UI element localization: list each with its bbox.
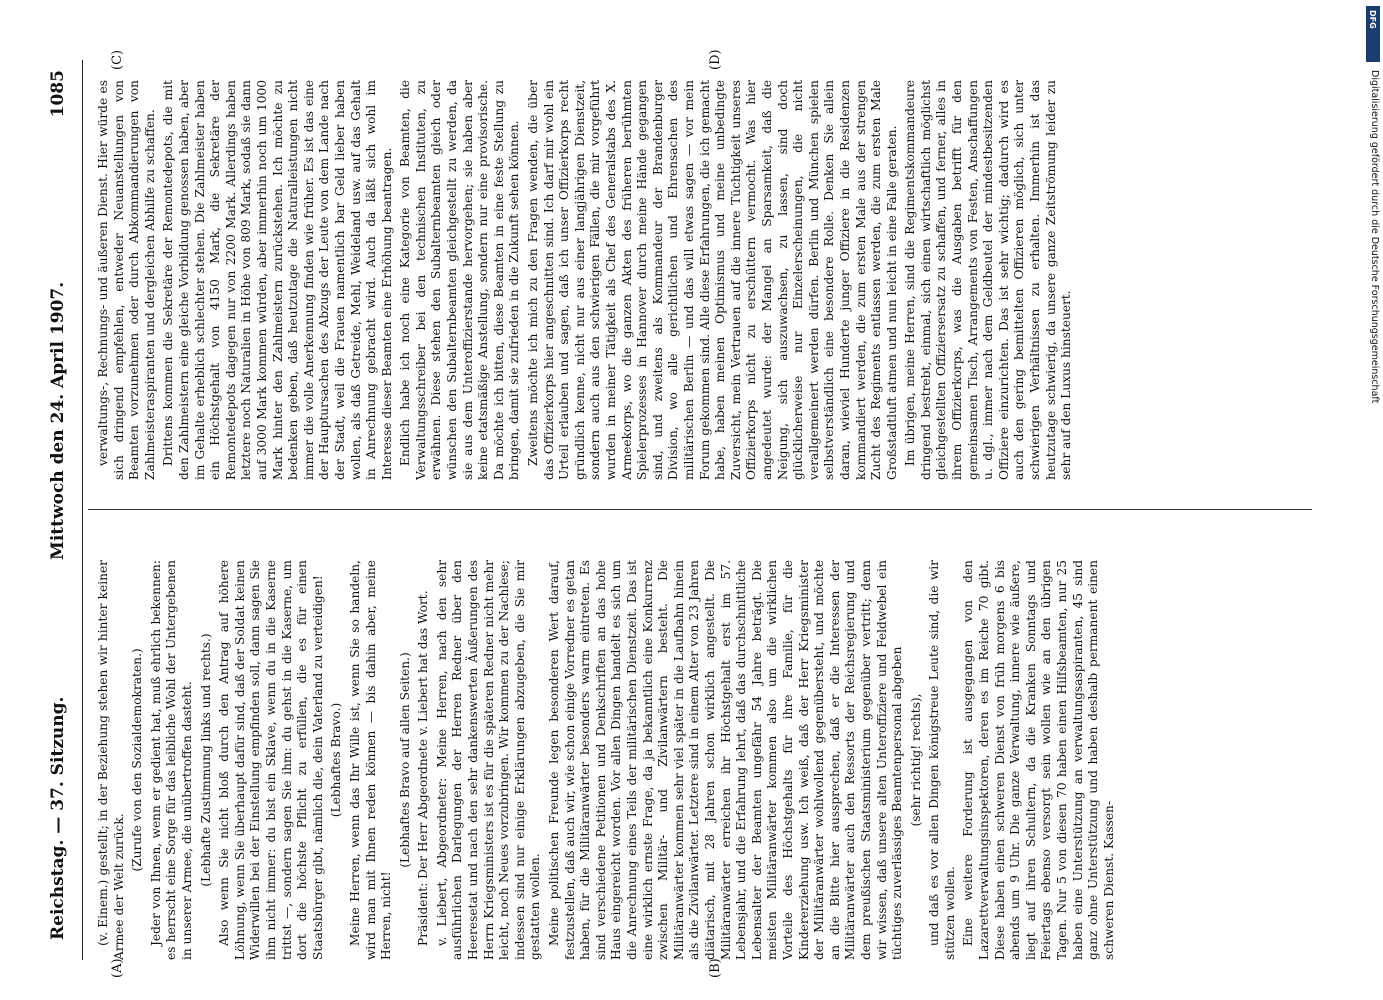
header-rule xyxy=(82,60,83,960)
interjection: (Lebhaftes Bravo auf allen Seiten.) xyxy=(397,652,412,868)
paragraph: Also wenn Sie nicht bloß durch den Antrag auf höhere Löhnung, wenn Sie überhaupt dafür sind, daß der Soldat keinen Widerwillen bei der Einstellung empfinden soll, dann sagen Sie ihm nicht immer: du bist ein Sklave, wenn du in die Kaserne trittst —, sondern sagen Sie ihm: du gehst in die Kaserne, um dort die höchste Pflicht zu erfüllen, die es für einen Staatsbürger gibt, nämlich die, dein Vaterland zu verteidigen! xyxy=(217,560,325,960)
paragraph: und daß es vor allen Dingen königstreue Leute sind, die wir stützen wollen. xyxy=(927,560,957,960)
margin-mark-c: (C) xyxy=(110,49,125,70)
paragraph: Meine politischen Freunde legen besonderen Wert darauf, festzustellen, daß auch wir, wie schon einige Vorredner es getan haben, für die Militäranwärter besonders warm eintreten. Es sind verschiedene Petitionen und Denkschriften an das hohe Haus eingereicht worden. Vor allen Dingen handelt es sich um die Anrechnung eines Teils der militärischen Dienstzeit. Das ist eine wirklich ernste Frage, da ja bekanntlich eine Konkurrenz zwischen Militär- und Zivilanwärtern besteht. Die Militäranwärter kommen sehr viel später in die Laufbahn hinein als die Zivilanwärter. Letztere sind in einem Alter von 23 Jahren diätarisch, mit 28 Jahren schon wirklich angestellt. Die Militäranwärter erreichen ihr Höchstgehalt erst im 57. Lebensjahr, und die Erfahrung lehrt, daß das durchschnittliche Lebensalter der Beamten ungefähr 54 Jahre beträgt. Die meisten Militäranwärter kommen also um die wirklichen Vorteile des Höchstgehalts für ihre Familie, für die Kindererziehung usw. Ich weiß, daß der Herr Kriegsminister der Militäranwärter wohlwollend gegenübersteht, und möchte an die Bitte hier aussprechen, daß er die Interessen der Militäranwärter auch den Ressorts der Reichsregierung und dem preußischen Staatsministerium gegenüber vertritt; denn wir wissen, daß unsere alten Unteroffiziere und Feldwebel ein tüchtiges zuverlässiges Beamtenpersonal abgeben xyxy=(547,560,905,960)
margin-mark-d: (D) xyxy=(708,49,723,70)
paragraph: verwaltungs-, Rechnungs- und äußeren Dienst. Hier würde es sich dringend empfehlen, entweder Neuanstellungen von Beamten vorzunehmen oder durch Abkommandierungen von Zahlmeisteraspiranten und dergleichen Abhilfe zu schaffen. xyxy=(96,80,157,480)
running-header-date: Mittwoch den 24. April 1907. xyxy=(48,281,68,560)
column-divider xyxy=(88,509,1312,510)
paragraph: Jeder von Ihnen, wenn er gedient hat, muß ehrlich bekennen: es herrscht eine Sorge für das leibliche Wohl der Untergebenen in unserer Armee, die unübertroffen dasteht. xyxy=(148,560,194,960)
dfg-logo: DFG xyxy=(1366,6,1380,62)
page-number: 1085 xyxy=(48,70,68,118)
paragraph: (v. Einem.) gestellt; in der Beziehung stehen wir hinter keiner Armee der Welt zurück. xyxy=(96,560,126,960)
interjection: (Lebhaftes Bravo.) xyxy=(329,702,344,818)
paragraph: Eine weitere Forderung ist ausgegangen von den Lazarettverwaltungsinspektoren, deren es im Reiche 70 gibt. Diese haben einen schweren Dienst von früh morgens 6 bis abends um 9 Uhr. Die ganze Verwaltung, innere wie äußere, liegt auf ihren Schultern, da die Kranken Sonntags und Feiertags ebenso versorgt sein wollen wie an den übrigen Tagen. Nur 5 von diesen 70 haben einen Hilfsbeamten, nur 25 haben eine Unterstützung an verwaltungsaspiranten, 45 sind ganz ohne Unterstützung und haben deshalb permanent einen schweren Dienst. Kassen- xyxy=(961,560,1116,960)
paragraph: Drittens kommen die Sekretäre der Remontedepots, die mit den Zahlmeistern eine gleiche Vorbildung genossen haben, aber im Gehalte erheblich schlechter stehen. Die Zahlmeister haben ein Höchstgehalt von 4150 Mark, die Sekretäre der Remontedepots dagegen nur von 2200 Mark. Allerdings haben letztere noch Naturalien in Höhe von 809 Mark, sodaß sie dann auf 3000 Mark kommen würden, aber immerhin noch um 1000 Mark hinter den Zahlmeistern zurückstehen. Ich möchte zu bedenken geben, daß heutzutage die Naturalleistungen nicht immer die volle Anerkennung finden wie früher. Es ist das eine der Hauptursachen des Abzugs der Leute von dem Lande nach der Stadt, weil die Frauen namentlich bar Geld lieber haben wollen, als daß Getreide, Mehl, Weideland usw. auf das Gehalt in Anrechnung gebracht wird. Auch da läßt sich wohl im Interesse dieser Beamten eine Erhöhung beantragen. xyxy=(161,80,394,480)
interjection: (Zurufe von den Sozialdemokraten.) xyxy=(130,648,145,872)
interjection: (sehr richtig! rechts), xyxy=(908,693,923,827)
interjection: (Lebhafte Zustimmung links und rechts.) xyxy=(198,633,213,887)
margin-mark-a: (A) xyxy=(110,958,125,978)
paragraph: Im übrigen, meine Herren, sind die Regimentskommandeure dringend bestrebt, einmal, sich einen wirtschaftlich möglichst gleichgestellten Offiziersersatz zu schaffen, und ferner, alles in ihrem Offizierkorps, was die Ausgaben betrifft für den gemeinsamen Tisch, Arrangements von Festen, Anschaffungen u. dgl., immer nach dem Geldbeutel der mindestbesitzenden Offiziere einzurichten. Das ist sehr wichtig; dadurch wird es auch den gering bemittelten Offizieren möglich, sich unter schwierigen Verhältnissen zu erhalten. Immerhin ist das heutzutage schwierig, da unsere ganze Zeitströmung leider zu sehr auf den Luxus hinsteuert. xyxy=(903,80,1074,480)
digitization-credit: Digitalisierung gefördert durch die Deutsche Forschungsgemeinschaft xyxy=(1369,70,1380,404)
running-header-left: Reichstag. — 37. Sitzung. xyxy=(48,696,68,940)
right-text-column xyxy=(96,80,1314,480)
paragraph: Meine Herren, wenn das Ihr Wille ist, wenn Sie so handeln, wird man mit Ihnen reden können — bis dahin aber, meine Herren, nicht! xyxy=(347,560,394,960)
paragraph: Endlich habe ich noch eine Kategorie von Beamten, die Verwaltungsschreiber bei den technischen Instituten, zu erwähnen. Diese stehen den Subalternbeamten gleich oder wünschen den Subalternbeamten gleichgestellt zu werden, da sie aus dem Unteroffizierstande hervorgehen; sie haben aber keine etatsmäßige Anstellung, sondern nur eine provisorische. Da möchte ich bitten, diese Beamten in eine feste Stellung zu bringen, damit sie zufrieden in die Zukunft sehen können. xyxy=(398,80,522,480)
paragraph: v. Liebert, Abgeordneter: Meine Herren, nach den sehr ausführlichen Darlegungen der Herren Redner über den Heeresetat und nach den sehr dankenswerten Äußerungen des Herrn Kriegsministers ist es für die späteren Redner nicht mehr leicht, noch Neues vorzubringen. Wir kommen zu der Nachlese; indessen sind nur einige Erklärungen abzugeben, die Sie mir gestatten wollen. xyxy=(434,560,543,960)
rotated-page-content xyxy=(40,40,1330,980)
paragraph: Zweitens möchte ich mich zu den Fragen wenden, die über das Offizierkorps hier angeschnitten sind. Ich darf mir wohl ein Urteil erlauben und sagen, daß ich unser Offizierkorps recht gründlich kenne, nicht nur aus einer langjährigen Dienstzeit, sondern auch aus den schwierigen Fällen, die mir vorgeführt wurden in meiner Tätigkeit als Chef des Generalstabs des X. Armeekorps, wo die ganzen Akten des früheren berühmten Spielerprozesses in Hannover durch meine Hände gegangen sind, und zweitens als Kommandeur der Brandenburger Division, wo alle gerichtlichen und Ehrensachen des militärischen Berlin — und das will etwas sagen — vor mein Forum gekommen sind. Alle diese Erfahrungen, die ich gemacht habe, haben meinen Optimismus und meine unbedingte Zuversicht, mein Vertrauen auf die innere Tüchtigkeit unseres Offizierkorps nicht zu erschüttern vermocht. Was hier angedeutet wurde: der Mangel an Sparsamkeit, daß die Neigung, sich auszuwachsen, zu lassen, sind doch glücklicherweise nur Einzelerscheinungen, die nicht verallgemeinert werden dürfen. Berlin und München spielen selbstverständlich eine besondere Rolle. Denken Sie allein daran, wieviel Hunderte junger Offiziere in die Residenzen kommandiert werden, die zum ersten Male aus der strengen Zucht des Regiments entlassen werden, die zum ersten Male Großstadtluft atmen und nun leicht in eine Falle geraten. xyxy=(526,80,899,480)
paragraph: Präsident: Der Herr Abgeordnete v. Liebert hat das Wort. xyxy=(416,590,431,946)
left-text-column xyxy=(96,560,1314,960)
margin-mark-b: (B) xyxy=(708,958,723,978)
